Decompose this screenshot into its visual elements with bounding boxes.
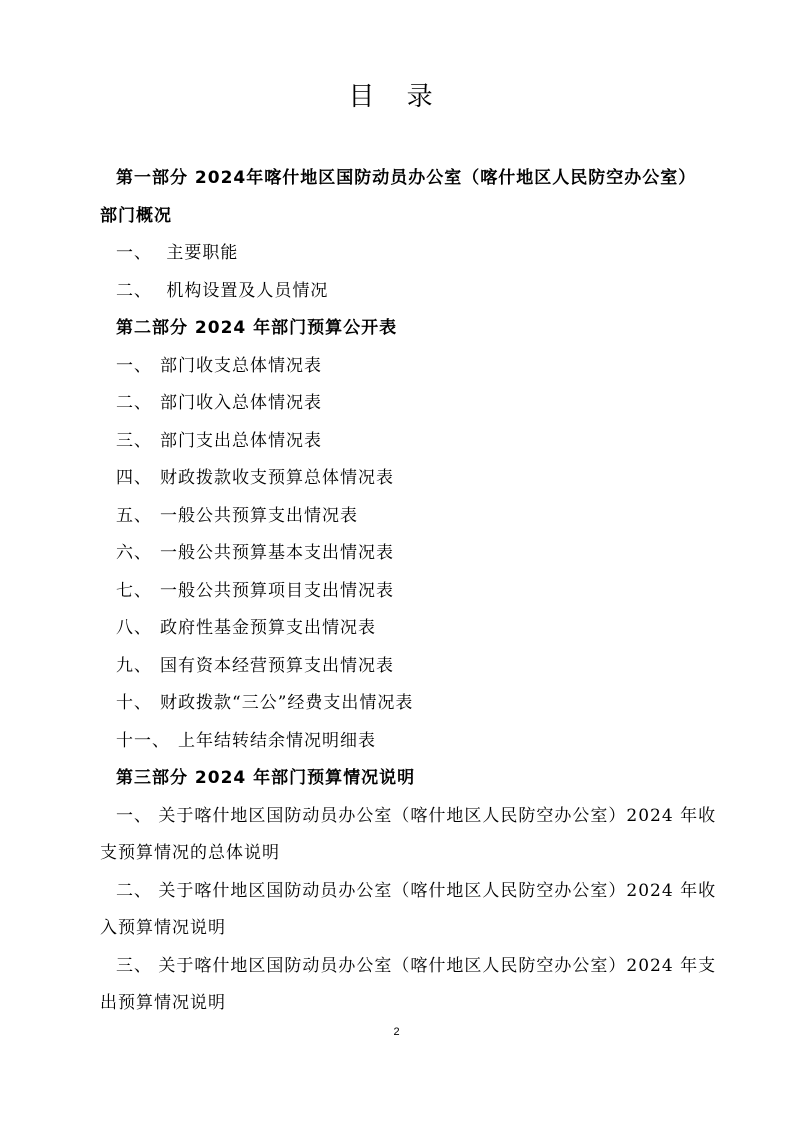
page-title: 目 录 bbox=[348, 82, 445, 112]
toc-entry-label: 主要职能 bbox=[160, 243, 239, 263]
toc-entry-number: 五、 bbox=[116, 505, 152, 526]
toc-entry-label: 上年结转结余情况明细表 bbox=[178, 730, 376, 751]
toc-entry-number: 四、 bbox=[116, 468, 152, 488]
toc-entry-label: 一般公共预算基本支出情况表 bbox=[160, 543, 394, 563]
toc-entry-line: 二、 关于喀什地区国防动员办公室（喀什地区人民防空办公室）2024 年收 bbox=[116, 880, 717, 901]
part1-heading-line2[interactable]: 部门概况 bbox=[100, 205, 172, 226]
toc-entry[interactable] bbox=[116, 460, 726, 498]
toc-entry-number: 十、 bbox=[116, 693, 152, 713]
toc-entry-number: 八、 bbox=[116, 618, 152, 638]
toc-entry[interactable] bbox=[116, 685, 726, 723]
toc-entry-line: 一、 关于喀什地区国防动员办公室（喀什地区人民防空办公室）2024 年收 bbox=[116, 805, 717, 826]
toc-entry-label: 机构设置及人员情况 bbox=[160, 280, 329, 301]
part2-heading[interactable]: 第二部分 2024 年部门预算公开表 bbox=[116, 318, 398, 338]
toc-entry[interactable] bbox=[100, 948, 726, 1023]
toc-entry-line: 入预算情况说明 bbox=[100, 918, 226, 938]
part3-heading[interactable]: 第三部分 2024 年部门预算情况说明 bbox=[116, 768, 416, 788]
toc-entry-label: 部门支出总体情况表 bbox=[160, 430, 322, 451]
toc-entry-label: 财政拨款“三公”经费支出情况表 bbox=[160, 693, 414, 713]
toc-entry[interactable] bbox=[100, 798, 726, 873]
toc-entry-number: 七、 bbox=[116, 580, 152, 601]
toc-entry[interactable] bbox=[116, 385, 726, 423]
toc-entry[interactable] bbox=[116, 423, 726, 461]
toc-entry-number: 二、 bbox=[116, 393, 152, 413]
toc-entry[interactable] bbox=[116, 723, 726, 761]
toc-entry-number: 二、 bbox=[116, 280, 152, 301]
toc-entry-line: 出预算情况说明 bbox=[100, 993, 226, 1013]
toc-entry-number: 六、 bbox=[116, 543, 152, 563]
toc-entry[interactable] bbox=[116, 498, 726, 536]
toc-entry[interactable] bbox=[116, 648, 726, 686]
toc-entry-line: 三、 关于喀什地区国防动员办公室（喀什地区人民防空办公室）2024 年支 bbox=[116, 955, 717, 976]
toc-entry-number: 三、 bbox=[116, 430, 152, 451]
toc-entry-number: 一、 bbox=[116, 243, 152, 263]
toc-entry-label: 国有资本经营预算支出情况表 bbox=[160, 655, 394, 676]
toc-entry-label: 一般公共预算支出情况表 bbox=[160, 505, 358, 526]
table-of-contents bbox=[100, 160, 726, 1023]
toc-entry[interactable] bbox=[116, 535, 726, 573]
toc-entry-line: 支预算情况的总体说明 bbox=[100, 843, 280, 863]
toc-entry[interactable] bbox=[116, 610, 726, 648]
part1-heading-line1[interactable]: 第一部分 2024年喀什地区国防动员办公室（喀什地区人民防空办公室） bbox=[116, 168, 697, 188]
toc-entry-label: 政府性基金预算支出情况表 bbox=[160, 618, 376, 638]
page-number: 2 bbox=[393, 1026, 400, 1038]
toc-entry[interactable] bbox=[116, 573, 726, 611]
toc-entry[interactable] bbox=[116, 235, 726, 273]
toc-entry-number: 十一、 bbox=[116, 730, 170, 751]
toc-entry-number: 一、 bbox=[116, 355, 152, 376]
toc-entry-number: 九、 bbox=[116, 655, 152, 676]
toc-entry[interactable] bbox=[116, 348, 726, 386]
toc-entry[interactable] bbox=[116, 273, 726, 311]
toc-entry-label: 部门收支总体情况表 bbox=[160, 355, 322, 376]
toc-entry-label: 一般公共预算项目支出情况表 bbox=[160, 580, 394, 601]
toc-entry-label: 财政拨款收支预算总体情况表 bbox=[160, 468, 394, 488]
toc-entry-label: 部门收入总体情况表 bbox=[160, 393, 322, 413]
toc-entry[interactable] bbox=[100, 873, 726, 948]
